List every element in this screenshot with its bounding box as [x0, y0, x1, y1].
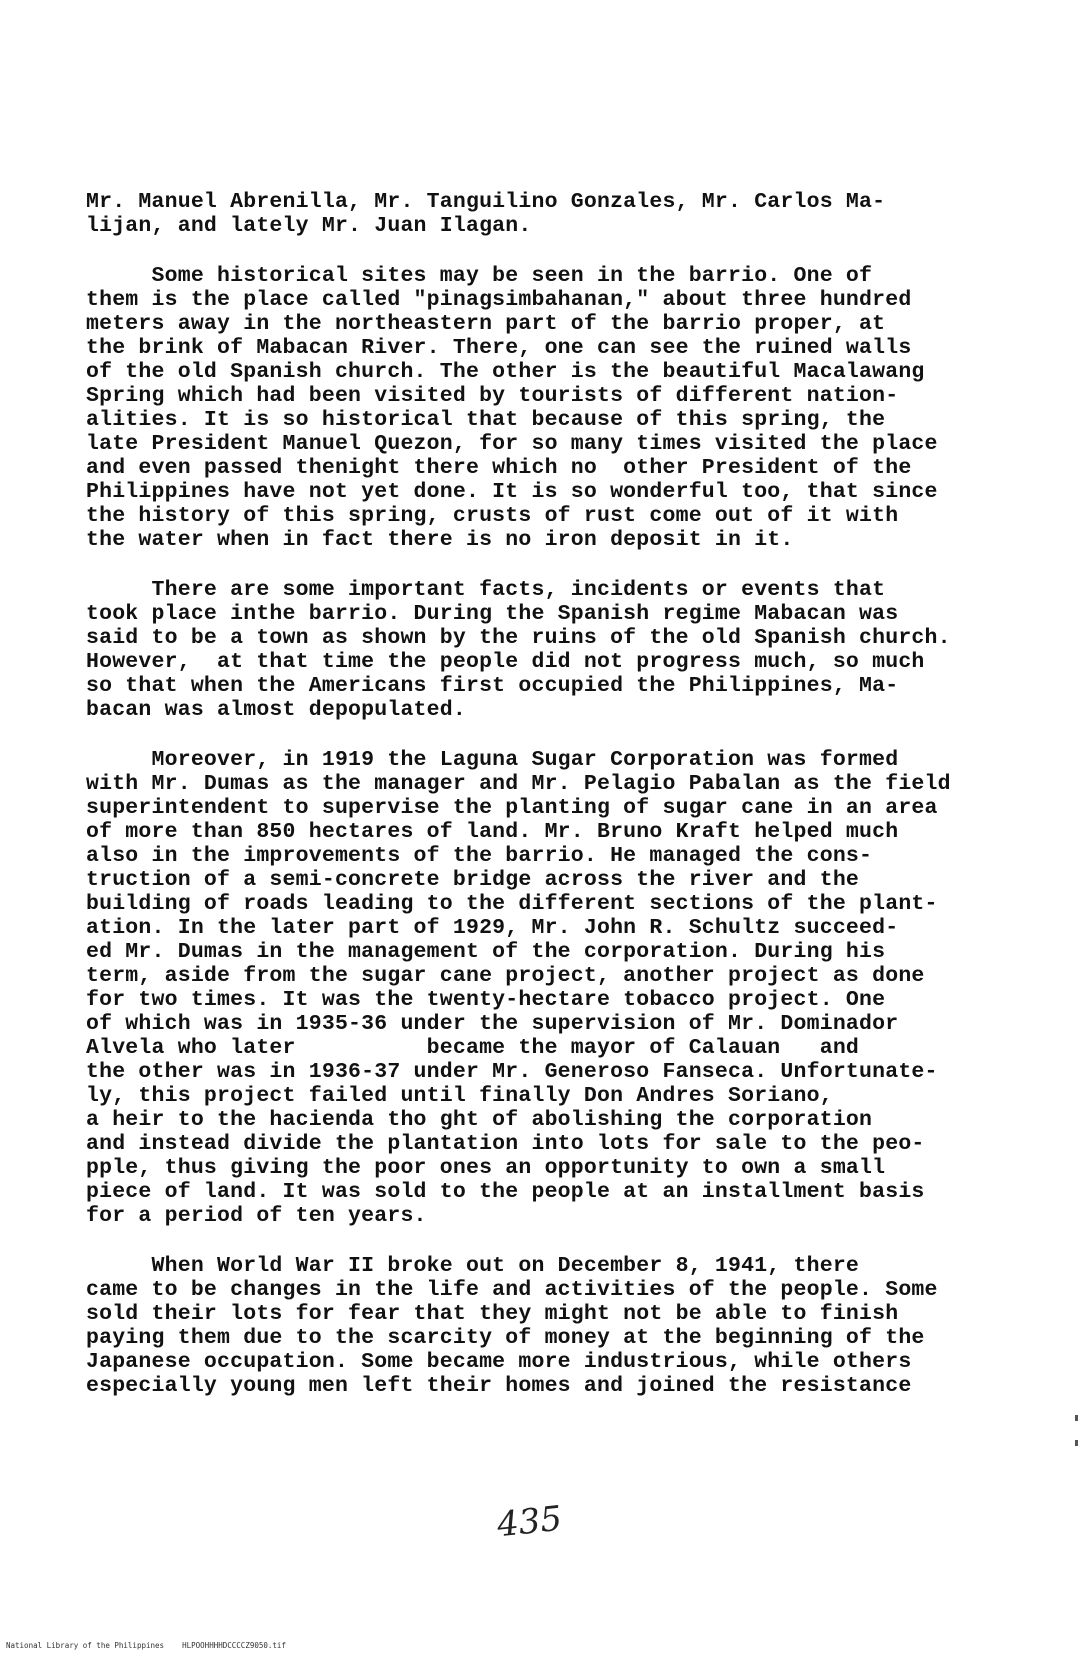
paragraph-gap — [86, 238, 1016, 264]
text-line: ation. In the later part of 1929, Mr. John R. Schultz succeed- — [86, 916, 899, 940]
text-line: truction of a semi-concrete bridge across the river and the — [86, 868, 860, 892]
text-line: sold their lots for fear that they might not be able to finish — [86, 1302, 899, 1326]
text-line: lijan, and lately Mr. Juan Ilagan. — [86, 214, 532, 238]
text-line: came to be changes in the life and activities of the people. Some — [86, 1278, 938, 1302]
paragraph-gap — [86, 722, 1016, 748]
text-line: said to be a town as shown by the ruins of the old Spanish church. — [86, 626, 951, 650]
text-line: meters away in the northeastern part of the barrio proper, at — [86, 312, 886, 336]
text-line: Moreover, in 1919 the Laguna Sugar Corporation was formed — [86, 748, 899, 772]
text-line: bacan was almost depopulated. — [86, 698, 466, 722]
text-line: piece of land. It was sold to the people at an installment basis — [86, 1180, 925, 1204]
text-line: a heir to the hacienda tho ght of abolishing the corporation — [86, 1108, 873, 1132]
text-line: superintendent to supervise the planting of sugar cane in an area — [86, 796, 938, 820]
text-line: the other was in 1936-37 under Mr. Generoso Fanseca. Unfortunate- — [86, 1060, 938, 1084]
text-line: of more than 850 hectares of land. Mr. Bruno Kraft helped much — [86, 820, 899, 844]
text-line: pple, thus giving the poor ones an opportunity to own a small — [86, 1156, 886, 1180]
page-number: 435 — [495, 1498, 564, 1546]
text-line: so that when the Americans first occupied the Philippines, Ma- — [86, 674, 899, 698]
text-line: took place inthe barrio. During the Spanish regime Mabacan was — [86, 602, 899, 626]
text-line: for a period of ten years. — [86, 1204, 427, 1228]
text-line: for two times. It was the twenty-hectare tobacco project. One — [86, 988, 886, 1012]
paragraph-gap — [86, 1228, 1016, 1254]
text-line: the water when in fact there is no iron deposit in it. — [86, 528, 794, 552]
text-line: Japanese occupation. Some became more industrious, while others — [86, 1350, 912, 1374]
text-line: them is the place called "pinagsimbahanan," about three hundred — [86, 288, 912, 312]
text-line: of which was in 1935-36 under the supervision of Mr. Dominador — [86, 1012, 899, 1036]
text-line: late President Manuel Quezon, for so many times visited the place — [86, 432, 938, 456]
text-line: Some historical sites may be seen in the barrio. One of — [86, 264, 873, 288]
text-line: alities. It is so historical that because of this spring, the — [86, 408, 886, 432]
text-line: ed Mr. Dumas in the management of the corporation. During his — [86, 940, 886, 964]
paragraph-gap — [86, 552, 1016, 578]
text-line: also in the improvements of the barrio. He managed the cons- — [86, 844, 873, 868]
text-line: paying them due to the scarcity of money at the beginning of the — [86, 1326, 925, 1350]
text-line: Alvela who later became the mayor of Calauan and — [86, 1036, 860, 1060]
text-line: building of roads leading to the different sections of the plant- — [86, 892, 938, 916]
body-text — [86, 190, 1016, 1398]
text-line: Mr. Manuel Abrenilla, Mr. Tanguilino Gonzales, Mr. Carlos Ma- — [86, 190, 886, 214]
text-line: the history of this spring, crusts of rust come out of it with — [86, 504, 899, 528]
text-line: Philippines have not yet done. It is so wonderful too, that since — [86, 480, 938, 504]
text-line: with Mr. Dumas as the manager and Mr. Pelagio Pabalan as the field — [86, 772, 951, 796]
text-line: There are some important facts, incidents or events that — [86, 578, 886, 602]
text-line: ly, this project failed until finally Don Andres Soriano, — [86, 1084, 833, 1108]
text-line: and instead divide the plantation into lots for sale to the peo- — [86, 1132, 925, 1156]
text-line: However, at that time the people did not progress much, so much — [86, 650, 925, 674]
text-line: Spring which had been visited by tourists of different nation- — [86, 384, 899, 408]
scan-footer: National Library of the Philippines HLPOOHHHHDCCCCZ9050.tif — [6, 1641, 286, 1650]
scan-edge-mark — [1075, 1440, 1078, 1446]
text-line: and even passed thenight there which no other President of the — [86, 456, 912, 480]
text-line: especially young men left their homes and joined the resistance — [86, 1374, 912, 1398]
text-line: of the old Spanish church. The other is the beautiful Macalawang — [86, 360, 925, 384]
scan-edge-mark — [1075, 1415, 1078, 1421]
text-line: the brink of Mabacan River. There, one can see the ruined walls — [86, 336, 912, 360]
text-line: When World War II broke out on December 8, 1941, there — [86, 1254, 860, 1278]
text-line: term, aside from the sugar cane project, another project as done — [86, 964, 925, 988]
